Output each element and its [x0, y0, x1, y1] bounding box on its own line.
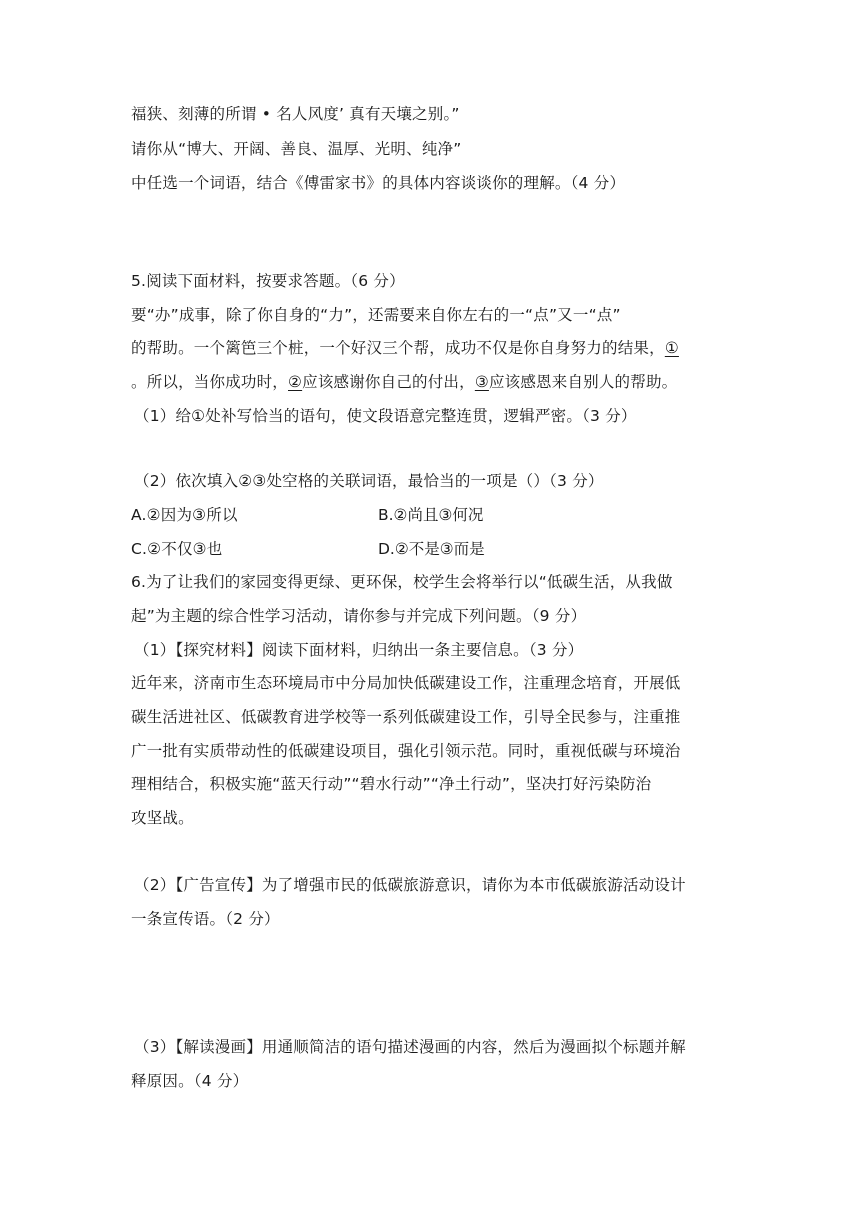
q6-sub-question-3-line-2: 释原因。（4 分） — [131, 1072, 249, 1090]
q6-material-line-5: 攻坚战。 — [131, 809, 194, 827]
q5-paragraph-text-a: 。所以，当你成功时， — [131, 373, 289, 391]
q5-title: 5.阅读下面材料，按要求答题。（6 分） — [131, 272, 405, 290]
q5-paragraph-text-c: 应该感恩来自别人的帮助。 — [488, 373, 678, 391]
option-d: D.②不是③而是 — [378, 540, 485, 558]
blank-marker-2: ② — [288, 373, 303, 391]
q5-paragraph-line-3 — [131, 372, 677, 392]
q6-sub-question-3-line-1: （3）【解读漫画】用通顺简洁的语句描述漫画的内容，然后为漫画拟个标题并解 — [134, 1038, 686, 1056]
q5-paragraph-line-1: 要“办”成事，除了你自身的“力”，还需要来自你左右的一“点”又一“点” — [131, 306, 621, 324]
q5-paragraph-line-2 — [131, 338, 679, 358]
q6-material-line-3: 广一批有实质带动性的低碳建设项目，强化引领示范。同时，重视低碳与环境治 — [131, 742, 681, 760]
q5-sub-question-1: （1）给①处补写恰当的语句，使文段语意完整连贯，逻辑严密。（3 分） — [134, 407, 637, 425]
q6-sub-question-2-line-1: （2）【广告宣传】为了增强市民的低碳旅游意识，请你为本市低碳旅游活动设计 — [134, 876, 686, 894]
q4-line-1: 福狭、刻薄的所谓 • 名人风度’ 真有天壤之别。” — [131, 105, 460, 123]
q4-line-3: 中任选一个词语，结合《傅雷家书》的具体内容谈谈你的理解。（4 分） — [131, 174, 626, 192]
q6-material-line-1: 近年来，济南市生态环境局市中分局加快低碳建设工作，注重理念培育，开展低 — [131, 674, 681, 692]
q4-line-2: 请你从“博大、开阔、善良、温厚、光明、纯净” — [131, 140, 462, 158]
option-c: C.②不仅③也 — [131, 540, 223, 558]
q6-sub-question-2-line-2: 一条宣传语。（2 分） — [131, 910, 280, 928]
option-b: B.②尚且③何况 — [378, 506, 484, 524]
q6-title-line-1: 6.为了让我们的家园变得更绿、更环保，校学生会将举行以“低碳生活，从我做 — [131, 573, 673, 591]
q6-sub-question-1: （1）【探究材料】阅读下面材料，归纳出一条主要信息。（3 分） — [134, 641, 584, 659]
q6-material-line-4: 理相结合，积极实施“蓝天行动”“碧水行动”“净土行动”，坚决打好污染防治 — [131, 775, 652, 793]
q5-paragraph-text-b: 应该感谢你自己的付出， — [302, 373, 475, 391]
q6-title-line-2: 起”为主题的综合性学习活动，请你参与并完成下列问题。（9 分） — [131, 607, 587, 625]
option-a: A.②因为③所以 — [131, 506, 238, 524]
q5-paragraph-text: 的帮助。一个篱笆三个桩，一个好汉三个帮，成功不仅是你自身努力的结果， — [131, 339, 665, 357]
q5-sub-question-2: （2）依次填入②③处空格的关联词语，最恰当的一项是（）（3 分） — [134, 472, 604, 490]
blank-marker-1: ① — [664, 339, 679, 357]
blank-marker-3: ③ — [474, 373, 489, 391]
q6-material-line-2: 碳生活进社区、低碳教育进学校等一系列低碳建设工作，引导全民参与，注重推 — [131, 708, 681, 726]
